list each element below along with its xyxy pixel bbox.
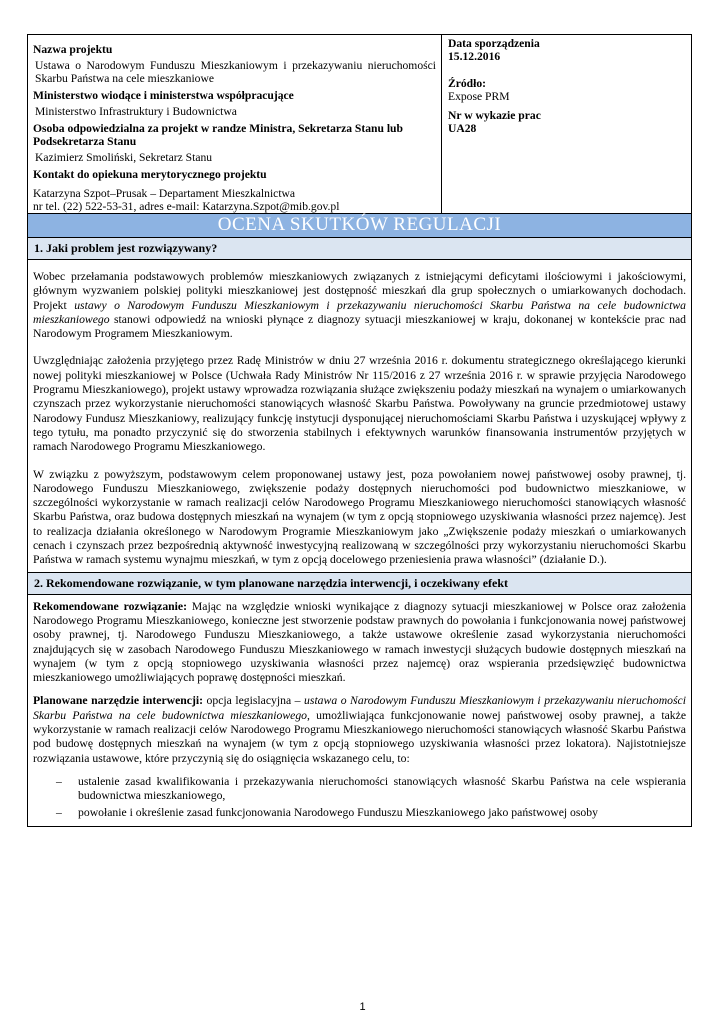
worklist-label: Nr w wykazie prac — [448, 109, 541, 122]
list-item: – powołanie i określenie zasad funkcjonowania Narodowego Funduszu Mieszkaniowego jako państwowej osoby — [78, 806, 686, 820]
osr-banner: OCENA SKUTKÓW REGULACJI — [28, 214, 692, 238]
page-number: 1 — [359, 1001, 366, 1013]
section-2-body-row — [28, 594, 692, 826]
project-name-label: Nazwa projektu — [33, 43, 113, 56]
section-1-paragraph-1: Wobec przełamania podstawowych problemów mieszkaniowych związanych z istniejącymi deficytami ilościowymi i jakościowymi, głównym wyzwaniem polskiej polityki mieszkaniowej jest dostępność mieszkań dla grup społecznych o umiarkowanych dochodach. Projekt ustawy o Narodowym Funduszu Mieszkaniowym i przekazywaniu nieruchomości Skarbu Państwa na cele budownictwa mieszkaniowego stanowi odpowiedź na wnioski płynące z diagnozy sytuacji mieszkaniowej w kraju, dokonanej w kontekście prac nad Narodowym Programem Mieszkaniowym. — [33, 270, 686, 341]
section-2-paragraph-1: Rekomendowane rozwiązanie: Mając na względzie wnioski wynikające z diagnozy sytuacji mieszkaniowej w Polsce oraz założenia Narodowego Programu Mieszkaniowego, konieczne jest stworzenie podstaw prawnych do powołania i funkcjonowania nowej państwowej osoby prawnej, tj. Narodowego Funduszu Mieszkaniowego, a także ustawowe określenie zasad wykorzystania nieruchomości znajdujących się w zasobach Narodowego Funduszu Mieszkaniowego w ramach inwestycji służących budowie dostępnych mieszkań na wynajem (w tym z opcją stopniowego uzyskiwania własności przez najemcę) oraz wspierania przedsięwzięć budownictwa mieszkaniowego umożliwiających poprawę dostępności mieszkań. — [33, 599, 686, 685]
list-item: – ustalenie zasad kwalifikowania i przekazywania nieruchomości stanowiących własność Skarbu Państwa na cele wspierania budownictwa mieszkaniowego, — [78, 775, 686, 804]
osr-form-table — [27, 34, 692, 827]
section-2-list — [33, 775, 686, 820]
section-1-title: 1. Jaki problem jest rozwiązywany? — [28, 238, 692, 260]
contact-label: Kontakt do opiekuna merytorycznego projektu — [33, 168, 267, 181]
section-1-paragraph-3: W związku z powyższym, podstawowym celem proponowanej ustawy jest, poza powołaniem nowej państwowej osoby prawnej, tj. Narodowego Funduszu Mieszkaniowego, zwiększenie podaży dostępnych nieruchomości pod budownictwo mieszkaniowe, w szczególności wykorzystanie w ramach realizacji celów Narodowego Programu Mieszkaniowego nieruchomości stanowiących własność Skarbu Państwa, oraz budowa dostępnych mieszkań na wynajem (w tym z opcją stopniowego uzyskiwania własności przez najemcę). Jest to realizacja działania określonego w Narodowym Programie Mieszkaniowym jako „Zwiększenie podaży mieszkań o umiarkowanych cenach i czynszach przez bezpośrednią aktywność inwestycyjną realizowaną w szczególności przy wykorzystaniu nieruchomości Skarbu Państwa w ramach systemu wynajmu mieszkań, w tym z opcją docelowego przeniesienia prawa własności” (działanie D.). — [33, 467, 686, 567]
document-page — [27, 34, 692, 827]
section-1-body — [28, 260, 692, 573]
date-label: Data sporządzenia — [448, 37, 540, 50]
date-value: 15.12.2016 — [448, 50, 501, 63]
worklist-value: UA28 — [448, 122, 477, 135]
source-value: Expose PRM — [448, 90, 510, 103]
contact-line-2: nr tel. (22) 522-53-31, adres e-mail: Katarzyna.Szpot@mib.gov.pl — [33, 200, 340, 213]
section-1-body-row — [28, 260, 692, 573]
responsible-label: Osoba odpowiedzialna za projekt w randze Ministra, Sekretarza Stanu lub Podsekretarza Stanu — [33, 122, 403, 148]
section-1-paragraph-2: Uwzględniając założenia przyjętego przez Radę Ministrów w dniu 27 września 2016 r. dokumentu strategicznego określającego kierunki nowej polityki mieszkaniowej w Polsce (Uchwała Rady Ministrów Nr 115/2016 z 27 września 2016 r. w sprawie przyjęcia Narodowego Programu Mieszkaniowego), projekt ustawy wprowadza rozwiązania służące zwiększeniu podaży mieszkań na wynajem o umiarkowanych czynszach przez wykorzystanie nieruchomości stanowiących własność Skarbu Państwa. Powoływany na gruncie przedmiotowej ustawy Narodowy Fundusz Mieszkaniowy, realizujący funkcję instytucji dysponującej nieruchomościami Skarbu Państwa i uzyskującej wpływy z tego tytułu, ma ponadto przyczynić się do stworzenia stabilnych i efektywnych warunków finansowania instrumentów przyjętych w ramach Narodowego Programu Mieszkaniowego. — [33, 354, 686, 454]
section-2-paragraph-2: Planowane narzędzie interwencji: opcja legislacyjna – ustawa o Narodowym Funduszu Mieszkaniowym i przekazywaniu nieruchomości Skarbu Państwa na cele budownictwa mieszkaniowego, umożliwiająca funkcjonowanie nowej państwowej osoby prawnej, a także wykorzystanie w ramach realizacji celów Narodowego Programu Mieszkaniowego nieruchomości stanowiących własność Skarbu Państwa pod budowę dostępnych mieszkań na wynajem (w tym z opcją stopniowego uzyskiwania własności przez lokatora). Najistotniejsze rozwiązania ustawowe, które przyczynią się do osiągnięcia wskazanego celu, to: — [33, 694, 687, 765]
meta-info-cell — [442, 35, 692, 214]
header-row — [28, 35, 692, 214]
project-info-cell — [28, 35, 442, 214]
section-2-title: 2. Rekomendowane rozwiązanie, w tym planowane narzędzia interwencji, i oczekiwany efekt — [28, 572, 692, 594]
project-name: Ustawa o Narodowym Funduszu Mieszkaniowym i przekazywaniu nieruchomości Skarbu Państwa na cele mieszkaniowe — [35, 59, 436, 85]
section-1-head-row — [28, 238, 692, 260]
source-label: Źródło: — [448, 77, 487, 90]
contact-line-1: Katarzyna Szpot–Prusak – Departament Mieszkalnictwa — [33, 187, 296, 200]
banner-row — [28, 214, 692, 238]
ministry: Ministerstwo Infrastruktury i Budownictwa — [35, 105, 237, 118]
section-2-head-row — [28, 572, 692, 594]
ministry-label: Ministerstwo wiodące i ministerstwa współpracujące — [33, 89, 294, 102]
responsible-person: Kazimierz Smoliński, Sekretarz Stanu — [35, 151, 213, 164]
section-2-body — [28, 594, 692, 826]
